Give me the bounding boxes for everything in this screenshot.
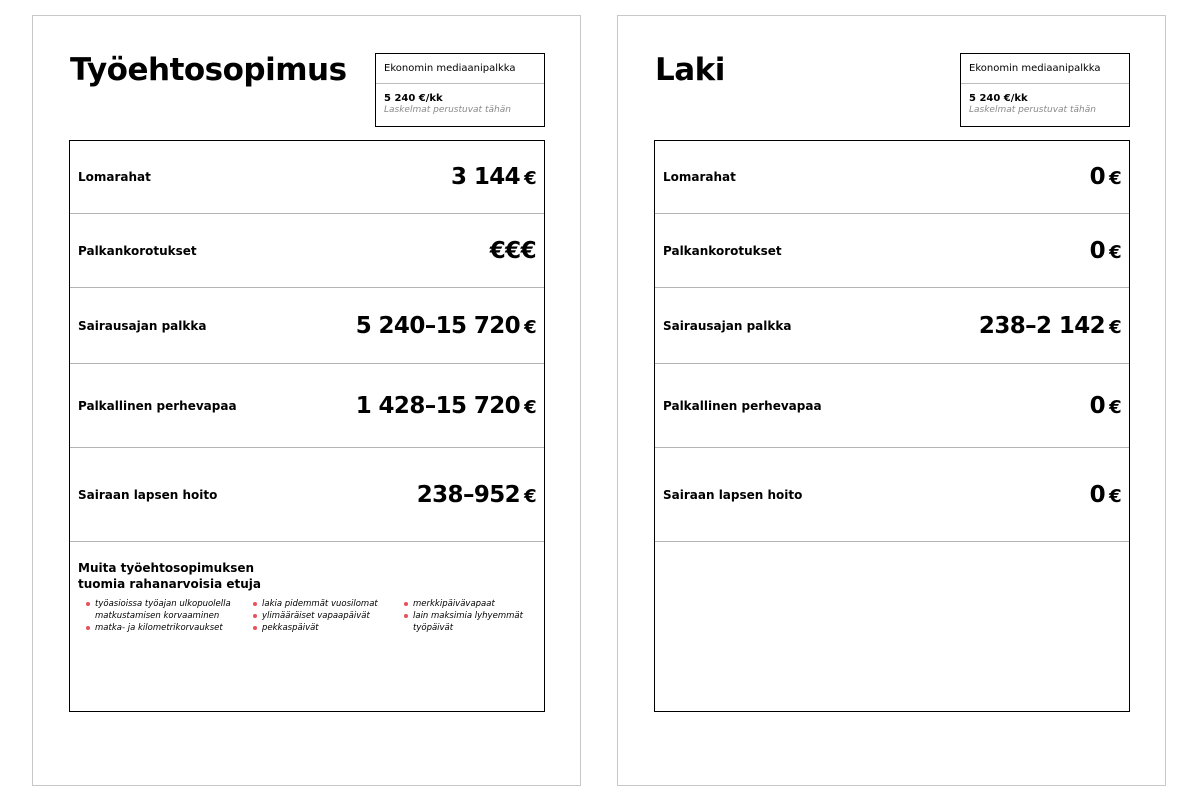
list-item: matka- ja kilometrikorvaukset — [78, 622, 238, 634]
extra-benefits-column — [396, 598, 531, 634]
page-title: Laki — [655, 52, 725, 88]
benefit-row — [655, 141, 1129, 214]
benefit-value: 0 € — [1089, 392, 1121, 419]
median-salary-value: 5 240 €/kk — [384, 93, 443, 104]
median-salary-box — [375, 53, 545, 127]
benefit-value: 0 € — [1089, 237, 1121, 264]
median-salary-value: 5 240 €/kk — [969, 93, 1028, 104]
right-page — [617, 15, 1166, 786]
list-item: työasioissa työajan ulkopuolella matkustamisen korvaaminen — [78, 598, 238, 622]
benefit-row — [70, 141, 544, 214]
median-salary-note: Laskelmat perustuvat tähän — [384, 105, 511, 115]
list-item: merkkipäivävapaat — [396, 598, 531, 610]
extra-benefits-column — [245, 598, 390, 634]
benefit-row — [655, 448, 1129, 542]
extra-benefits-heading: Muita työehtosopimuksen tuomia rahanarvoisia etuja — [78, 561, 261, 591]
benefit-label: Palkankorotukset — [78, 243, 197, 258]
benefit-value: 3 144 € — [451, 164, 536, 190]
benefit-label: Sairaan lapsen hoito — [78, 487, 218, 502]
benefit-value: 1 428–15 720 € — [355, 392, 536, 419]
benefit-label: Sairaan lapsen hoito — [663, 487, 803, 502]
list-item: lain maksimia lyhyemmät työpäivät — [396, 610, 531, 634]
benefit-value: 5 240–15 720 € — [355, 312, 536, 339]
bullet-icon — [253, 614, 257, 618]
benefits-table — [69, 140, 545, 712]
median-salary-label: Ekonomin mediaanipalkka — [961, 54, 1129, 84]
list-item: pekkaspäivät — [245, 622, 390, 634]
left-page — [32, 15, 581, 786]
bullet-icon — [86, 626, 90, 630]
median-salary-box — [960, 53, 1130, 127]
extra-benefits-column — [78, 598, 238, 634]
benefit-label: Lomarahat — [78, 170, 151, 184]
benefit-row — [70, 364, 544, 448]
benefit-value: 0 € — [1089, 164, 1121, 190]
extra-benefits-section — [70, 542, 544, 633]
bullet-icon — [253, 602, 257, 606]
benefit-row — [655, 288, 1129, 364]
bullet-icon — [253, 626, 257, 630]
median-salary-note: Laskelmat perustuvat tähän — [969, 105, 1096, 115]
benefits-table — [654, 140, 1130, 712]
benefit-label: Sairausajan palkka — [663, 318, 792, 333]
median-salary-label: Ekonomin mediaanipalkka — [376, 54, 544, 84]
benefit-label: Palkankorotukset — [663, 243, 782, 258]
benefit-value: 238–952 € — [416, 481, 536, 508]
benefit-row — [70, 448, 544, 542]
list-item: ylimääräiset vapaapäivät — [245, 610, 390, 622]
benefit-label: Palkallinen perhevapaa — [78, 398, 237, 413]
benefit-label: Sairausajan palkka — [78, 318, 207, 333]
benefit-value: 0 € — [1089, 481, 1121, 508]
benefit-value: €€€ — [489, 237, 536, 264]
benefit-row — [655, 364, 1129, 448]
page-title: Työehtosopimus — [70, 52, 347, 88]
bullet-icon — [86, 602, 90, 606]
bullet-icon — [404, 602, 408, 606]
benefit-row — [655, 214, 1129, 288]
benefit-value: 238–2 142 € — [978, 312, 1121, 339]
bullet-icon — [404, 614, 408, 618]
benefit-label: Palkallinen perhevapaa — [663, 398, 822, 413]
list-item: lakia pidemmät vuosilomat — [245, 598, 390, 610]
benefit-row — [70, 288, 544, 364]
benefit-label: Lomarahat — [663, 170, 736, 184]
benefit-row — [70, 214, 544, 288]
